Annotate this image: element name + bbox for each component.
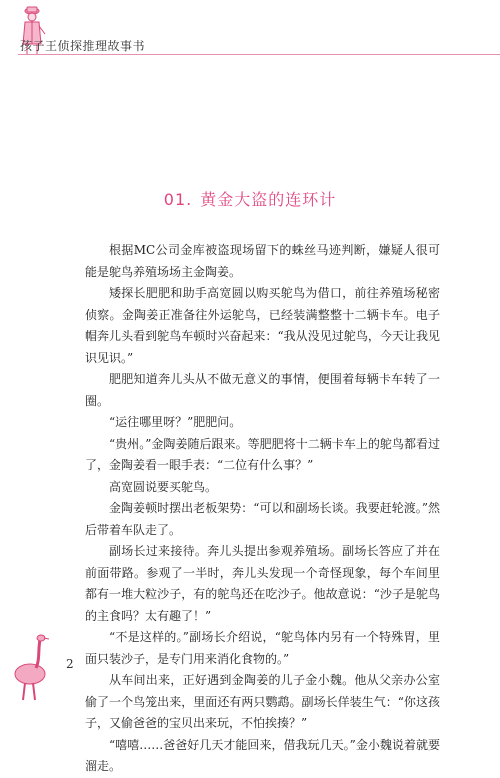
page-number: 2	[66, 657, 74, 671]
chapter-title: 黄金大盗的连环计	[200, 190, 337, 209]
paragraph: “嘻嘻……爸爸好几天才能回来，借我玩几天。”金小魏说着就要溜走。	[85, 737, 440, 773]
body-text	[85, 240, 440, 778]
paragraph: 副场长过来接待。奔儿头提出参观养殖场。副场长答应了并在前面带路。参观了一半时，奔儿头发现一个奇怪现象，每个车间里都有一堆大粒沙子，有的鸵鸟还在吃沙子。他故意说：“沙子是鸵鸟的主食吗？太有趣了！”	[85, 544, 440, 623]
paragraph: 肥肥知道奔儿头从不做无意义的事情，便围着每辆卡车转了一圈。	[85, 372, 440, 408]
chapter-number: 01.	[163, 190, 193, 209]
paragraph: 金陶姜顿时摆出老板架势：“可以和副场长谈。我要赶轮渡。”然后带着车队走了。	[85, 501, 440, 537]
paragraph: 根据MC公司金库被盗现场留下的蛛丝马迹判断，嫌疑人很可能是鸵鸟养殖场场主金陶姜。	[85, 243, 440, 279]
paragraph: “运往哪里呀？”肥肥问。	[109, 415, 242, 429]
paragraph: “贵州。”金陶姜随后跟来。等肥肥将十二辆卡车上的鸵鸟都看过了，金陶姜看一眼手表：“二位有什么事？”	[85, 436, 440, 472]
paragraph: “不是这样的。”副场长介绍说，“鸵鸟体内另有一个特殊胃，里面只装沙子，是专门用来消化食物的。”	[85, 630, 440, 666]
chapter-heading	[0, 187, 500, 210]
paragraph: 矮探长肥肥和助手高宽圆以购买鸵鸟为借口，前往养殖场秘密侦察。金陶姜正准备往外运鸵鸟，已经装满整整十二辆卡车。电子帽奔儿头看到鸵鸟车顿时兴奋起来：“我从没见过鸵鸟，今天让我见识见识。”	[85, 286, 440, 365]
book-title: 孩子王侦探推理故事书	[20, 39, 146, 53]
paragraph: 从车间出来，正好遇到金陶姜的儿子金小魏。他从父亲办公室偷了一个鸟笼出来，里面还有两只鹦鹉。副场长佯装生气：“你这孩子，又偷爸爸的宝贝出来玩，不怕挨揍？”	[85, 673, 440, 730]
paragraph: 高宽圆说要买鸵鸟。	[109, 479, 218, 494]
ostrich-icon	[10, 630, 52, 702]
header-divider	[18, 54, 500, 55]
